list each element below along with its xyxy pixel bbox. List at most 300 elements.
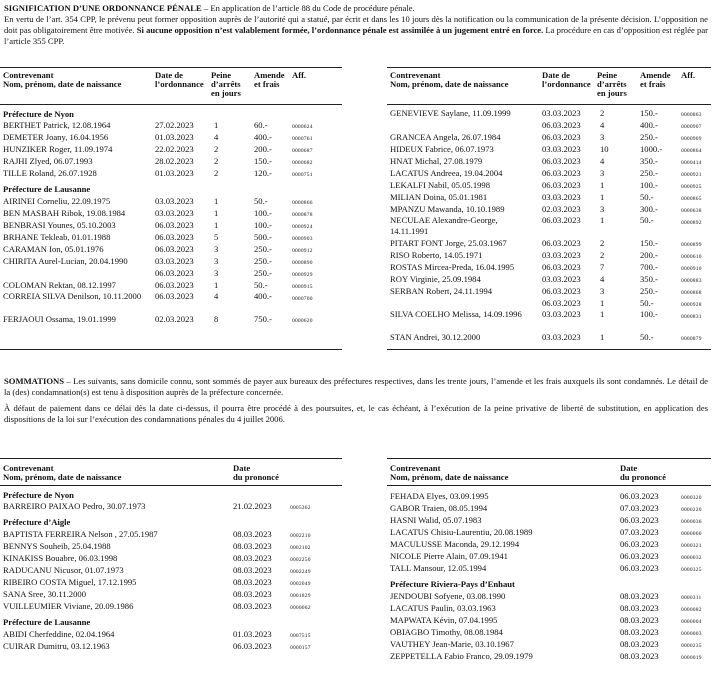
header-prononce: du prononcé <box>620 472 666 482</box>
prononce-date: 06.03.2023 <box>620 515 659 525</box>
peine-jours: 7 <box>600 262 605 272</box>
ordonnance-date: 06.03.2023 <box>542 180 581 190</box>
prononce-date: 08.03.2023 <box>233 553 272 563</box>
header-frais: et frais <box>640 79 666 89</box>
contrevenant-name: RADUCANU Nicusor, 01.07.1973 <box>3 565 124 575</box>
table-row <box>0 600 342 612</box>
aff-number: 0000899 <box>681 242 702 248</box>
ordonnance-lead: – En application de l’article 88 du Code de procédure pénale. <box>201 3 415 13</box>
contrevenant-name: GABOR Traien, 08.05.1994 <box>390 503 488 513</box>
contrevenant-name: PITART FONT Jorge, 25.03.1967 <box>390 238 507 248</box>
contrevenant-name: CARAMAN Ion, 05.01.1976 <box>3 244 104 254</box>
contrevenant-name: ROSTAS Mircea-Preda, 16.04.1995 <box>390 262 515 272</box>
table-row <box>0 500 342 512</box>
table-row <box>387 526 711 538</box>
header-date: Date <box>233 463 251 473</box>
aff-number: 0000624 <box>292 124 313 130</box>
sommations-body1: – Les suivants, sans domicile connu, sont sommés de payer aux bureaux des préfectures respectives, dans les trente jours, l’amende et les frais auxquels ils sont condamnés. Le détail de la (des) condamnation(s) est tenu à disposition auprès de la préfecture concernée. <box>4 376 708 397</box>
aff-number: 0000883 <box>681 278 702 284</box>
header-contrevenant: Contrevenant <box>3 70 54 80</box>
contrevenant-name: GRANCEA Angela, 26.07.1984 <box>390 132 501 142</box>
table-row <box>387 626 711 638</box>
amende: 100.- <box>254 220 272 230</box>
ordonnance-date: 06.03.2023 <box>542 238 581 248</box>
amende: 350.- <box>640 274 658 284</box>
peine-jours: 5 <box>214 232 219 242</box>
peine-jours: 1 <box>214 196 219 206</box>
aff-number: 0000414 <box>681 160 702 166</box>
aff-number: 0000032 <box>681 555 702 561</box>
amende: 250.- <box>254 256 272 266</box>
table-row <box>0 576 342 588</box>
header-aff: Aff. <box>292 70 307 80</box>
table-row <box>387 285 711 297</box>
ordonnance-date: 06.03.2023 <box>155 268 194 278</box>
ordonnance-date: 06.03.2023 <box>542 120 581 130</box>
ordonnance-date: 03.03.2023 <box>542 250 581 260</box>
prononce-date: 08.03.2023 <box>620 615 659 625</box>
ordonnance-date: 06.03.2023 <box>542 156 581 166</box>
peine-jours: 2 <box>600 250 605 260</box>
sommations-body2-wrap <box>4 403 708 425</box>
sommations-title: SOMMATIONS <box>4 376 65 386</box>
table-row <box>387 107 711 119</box>
aff-number: 0000019 <box>681 655 702 661</box>
peine-jours: 4 <box>600 120 605 130</box>
table-row <box>0 219 342 231</box>
table-row <box>0 131 342 143</box>
peine-jours: 4 <box>214 132 219 142</box>
contrevenant-name: MILIAN Doina, 05.01.1981 <box>390 192 488 202</box>
sommations-table-right <box>387 458 711 691</box>
table-row <box>387 638 711 650</box>
header-prononce: du prononcé <box>233 472 279 482</box>
contrevenant-name: LACATUS Paulin, 03.03.1963 <box>390 603 496 613</box>
header-date: Date de <box>542 70 570 80</box>
prononce-date: 08.03.2023 <box>620 651 659 661</box>
prononce-date: 08.03.2023 <box>233 601 272 611</box>
table-row <box>0 195 342 207</box>
amende: 700.- <box>640 262 658 272</box>
ordonnance-date: 06.03.2023 <box>542 168 581 178</box>
amende: 100.- <box>254 208 272 218</box>
contrevenant-name: BERTHET Patrick, 12.08.1964 <box>3 120 111 130</box>
table-row <box>0 540 342 552</box>
prononce-date: 06.03.2023 <box>620 551 659 561</box>
peine-jours: 3 <box>214 256 219 266</box>
amende: 50.- <box>640 192 654 202</box>
ordonnance-date: 03.03.2023 <box>542 274 581 284</box>
aff-number: 0000004 <box>681 619 702 625</box>
aff-number: 0000878 <box>292 212 313 218</box>
contrevenant-name: CHIRITA Aurel-Lucian, 20.04.1990 <box>3 256 128 266</box>
contrevenant-name: SANA Sree, 30.11.2000 <box>3 589 86 599</box>
amende: 200.- <box>254 144 272 154</box>
contrevenant-name: HUNZIKER Roger, 11.09.1974 <box>3 144 113 154</box>
aff-number: 0000879 <box>681 336 702 342</box>
aff-number: 0000929 <box>292 272 313 278</box>
contrevenant-name: VUILLEUMIER Viviane, 20.09.1986 <box>3 601 134 611</box>
aff-number: 0000924 <box>292 224 313 230</box>
ordonnance-date: 03.03.2023 <box>155 196 194 206</box>
contrevenant-name: AIRINEI Corneliu, 22.09.1975 <box>3 196 111 206</box>
aff-number: 0001829 <box>290 593 311 599</box>
aff-number: 0002102 <box>290 545 311 551</box>
header-ordonnance: l’ordonnance <box>155 79 204 89</box>
aff-number: 0000903 <box>292 236 313 242</box>
header-date: Date <box>620 463 638 473</box>
contrevenant-name: HNAT Michal, 27.08.1979 <box>390 156 483 166</box>
contrevenant-name: BENBRASI Younes, 05.10.2003 <box>3 220 116 230</box>
header-peine: Peine <box>597 70 618 80</box>
table-row <box>387 602 711 614</box>
ordonnance-date: 22.02.2023 <box>155 144 194 154</box>
table-row <box>387 143 711 155</box>
aff-number: 0000912 <box>292 248 313 254</box>
amende: 50.- <box>640 332 654 342</box>
header-nom: Nom, prénom, date de naissance <box>390 472 509 482</box>
amende: 100.- <box>640 309 658 319</box>
table-row <box>387 538 711 550</box>
table-row <box>0 313 342 325</box>
prononce-date: 08.03.2023 <box>233 541 272 551</box>
amende: 250.- <box>640 168 658 178</box>
table-row <box>387 215 711 237</box>
amende: 350.- <box>640 156 658 166</box>
aff-number: 0000921 <box>681 172 702 178</box>
contrevenant-name: JENDOUBI Sofyene, 03.08.1990 <box>390 591 506 601</box>
section-heading: Préfecture de Nyon <box>3 490 74 500</box>
amende: 50.- <box>254 196 268 206</box>
peine-jours: 3 <box>600 286 605 296</box>
ordonnance-date: 27.02.2023 <box>155 120 194 130</box>
header-contrevenant: Contrevenant <box>390 463 441 473</box>
prononce-date: 08.03.2023 <box>233 589 272 599</box>
table-row <box>0 207 342 219</box>
header-contrevenant: Contrevenant <box>3 463 54 473</box>
table-row <box>387 155 711 167</box>
contrevenant-name: SERBAN Robert, 24.11.1994 <box>390 286 493 296</box>
amende: 50.- <box>640 298 654 308</box>
amende: 400.- <box>254 291 272 301</box>
aff-number: 0002250 <box>290 557 311 563</box>
ordonnance-date: 03.03.2023 <box>155 208 194 218</box>
table-row <box>0 155 342 167</box>
ordonnance-date: 06.03.2023 <box>155 280 194 290</box>
contrevenant-name: BEN MASBAH Ribok, 19.08.1984 <box>3 208 126 218</box>
amende: 50.- <box>254 280 268 290</box>
prononce-date: 08.03.2023 <box>620 639 659 649</box>
header-nom: Nom, prénom, date de naissance <box>3 79 122 89</box>
peine-jours: 1 <box>600 192 605 202</box>
peine-jours: 1 <box>600 180 605 190</box>
peine-jours: 2 <box>214 156 219 166</box>
prononce-date: 07.03.2023 <box>620 503 659 513</box>
amende: 200.- <box>640 250 658 260</box>
aff-number: 0000320 <box>681 495 702 501</box>
table-row <box>387 203 711 215</box>
contrevenant-name: DEMETER Joany, 16.04.1956 <box>3 132 109 142</box>
contrevenant-name: LACATUS Andreea, 19.04.2004 <box>390 168 503 178</box>
aff-number: 0000062 <box>290 605 311 611</box>
aff-number: 0000638 <box>681 208 702 214</box>
table-row <box>387 261 711 273</box>
header-aff: Aff. <box>681 70 696 80</box>
amende: 300.- <box>640 204 658 214</box>
ordonnance-date: 28.02.2023 <box>155 156 194 166</box>
aff-number: 0000865 <box>681 196 702 202</box>
table-row <box>387 502 711 514</box>
ordonnance-body: En vertu de l’art. 354 CPP, le prévenu peut former opposition auprès de l’autorité qui a statué, par écrit et dans les 10 jours dès la notification ou la communication de la présente décision. L’opposition ne doit pas obligatoirement être motivée. <box>4 14 708 35</box>
amende: 250.- <box>640 286 658 296</box>
contrevenant-name: STAN Andrei, 30.12.2000 <box>390 332 481 342</box>
table-row <box>387 237 711 249</box>
section-heading: Préfecture Riviera-Pays d’Enhaut <box>390 579 515 589</box>
amende: 50.- <box>640 215 654 225</box>
contrevenant-name: LEKALFI Nabil, 05.05.1998 <box>390 180 491 190</box>
ordonnance-date: 06.03.2023 <box>542 262 581 272</box>
header-nom: Nom, prénom, date de naissance <box>390 79 509 89</box>
contrevenant-name: MACULUSSE Maconda, 29.12.1994 <box>390 539 520 549</box>
table-row <box>387 514 711 526</box>
ordonnance-date: 06.03.2023 <box>542 215 581 225</box>
header-ordonnance: l’ordonnance <box>542 79 591 89</box>
aff-number: 0000863 <box>681 112 702 118</box>
sommations-table-left <box>0 458 342 691</box>
peine-jours: 1 <box>600 309 605 319</box>
header-jours: en jours <box>211 88 241 98</box>
section-heading: Préfecture de Lausanne <box>3 184 91 194</box>
aff-number: 0000682 <box>292 160 313 166</box>
header-arrets: d’arrêts <box>597 79 627 89</box>
header-date: Date de <box>155 70 183 80</box>
table-row <box>387 273 711 285</box>
peine-jours: 10 <box>600 144 609 154</box>
section-heading: Préfecture de Nyon <box>3 109 74 119</box>
header-arrets: d’arrêts <box>211 79 241 89</box>
table-row <box>0 291 342 313</box>
prononce-date: 21.02.2023 <box>233 501 272 511</box>
prononce-date: 08.03.2023 <box>620 627 659 637</box>
ordonnance-date: 01.03.2023 <box>155 132 194 142</box>
amende: 120.- <box>254 168 272 178</box>
header-jours: en jours <box>597 88 627 98</box>
table-row <box>0 628 342 640</box>
aff-number: 0000761 <box>292 136 313 142</box>
amende: 150.- <box>254 156 272 166</box>
table-row <box>387 550 711 562</box>
ordonnance-date: 06.03.2023 <box>542 286 581 296</box>
amende: 100.- <box>640 180 658 190</box>
contrevenant-name: VAUTHEY Jean-Marie, 03.10.1967 <box>390 639 514 649</box>
aff-number: 0000866 <box>292 200 313 206</box>
table-header <box>0 68 342 105</box>
ordonnance-date: 03.03.2023 <box>542 309 581 319</box>
aff-number: 0000325 <box>681 567 702 573</box>
table-row <box>387 331 711 343</box>
aff-number: 0002210 <box>290 533 311 539</box>
aff-number: 0000910 <box>681 266 702 272</box>
peine-jours: 3 <box>214 268 219 278</box>
ordonnance-table-left <box>0 67 342 350</box>
aff-number: 0000082 <box>681 607 702 613</box>
aff-number: 0000751 <box>292 172 313 178</box>
contrevenant-name: TILLE Roland, 26.07.1928 <box>3 168 97 178</box>
table-header <box>387 459 711 486</box>
prononce-date: 06.03.2023 <box>233 641 272 651</box>
contrevenant-name: ABIDI Cherfeddine, 02.04.1964 <box>3 629 115 639</box>
contrevenant-name: RISO Roberto, 14.05.1971 <box>390 250 483 260</box>
aff-number: 0000831 <box>681 314 702 320</box>
peine-jours: 2 <box>214 168 219 178</box>
peine-jours: 1 <box>214 208 219 218</box>
prononce-date: 08.03.2023 <box>233 565 272 575</box>
prononce-date: 06.03.2023 <box>620 563 659 573</box>
ordonnance-intro <box>4 3 708 47</box>
contrevenant-name: COLOMAN Rektan, 08.12.1997 <box>3 280 116 290</box>
peine-jours: 1 <box>600 332 605 342</box>
table-row <box>387 191 711 203</box>
table-row <box>0 143 342 155</box>
ordonnance-date: 03.03.2023 <box>542 108 581 118</box>
ordonnance-date: 03.03.2023 <box>542 144 581 154</box>
contrevenant-name: BARREIRO PAIXAO Pedro, 30.07.1973 <box>3 501 146 511</box>
table-row <box>0 588 342 600</box>
table-row <box>0 119 342 131</box>
aff-number: 0000311 <box>681 595 702 601</box>
aff-number: 0000235 <box>681 643 702 649</box>
amende: 750.- <box>254 314 272 324</box>
contrevenant-name: MAPWATA Kévin, 07.04.1995 <box>390 615 498 625</box>
aff-number: 0005362 <box>290 505 311 511</box>
table-row <box>387 119 711 131</box>
sommations-body2: À défaut de paiement dans ce délai dès la date ci-dessus, il pourra être procédé à des poursuites, et, le cas échéant, à l’exécution de la peine privative de liberté de substitution, en application des dispositions de la loi sur l’exécution des condamnations pénales du 4 juillet 2006. <box>4 403 708 424</box>
header-nom: Nom, prénom, date de naissance <box>3 472 122 482</box>
peine-jours: 4 <box>600 274 605 284</box>
ordonnance-title: SIGNIFICATION D’UNE ORDONNANCE PÉNALE <box>4 3 202 13</box>
table-row <box>387 562 711 574</box>
prononce-date: 06.03.2023 <box>620 539 659 549</box>
table-row <box>387 249 711 261</box>
aff-number: 0002049 <box>290 581 311 587</box>
aff-number: 0000868 <box>681 290 702 296</box>
aff-number: 0000915 <box>292 284 313 290</box>
contrevenant-name: HIDEUX Fabrice, 06.07.1973 <box>390 144 494 154</box>
table-row <box>0 231 342 243</box>
table-row <box>0 279 342 291</box>
peine-jours: 1 <box>600 298 605 308</box>
ordonnance-date: 02.03.2023 <box>155 314 194 324</box>
table-row <box>387 131 711 143</box>
aff-number: 0000321 <box>681 543 702 549</box>
peine-jours: 3 <box>600 204 605 214</box>
contrevenant-name: KINAKISS Bouabre, 06.03.1998 <box>3 553 118 563</box>
table-row <box>0 564 342 576</box>
table-row <box>387 167 711 179</box>
prononce-date: 08.03.2023 <box>620 591 659 601</box>
contrevenant-name: MPANZU Mawanda, 10.10.1989 <box>390 204 505 214</box>
amende: 250.- <box>640 132 658 142</box>
peine-jours: 3 <box>600 132 605 142</box>
table-row <box>0 640 342 652</box>
peine-jours: 1 <box>214 120 219 130</box>
amende: 150.- <box>640 238 658 248</box>
aff-number: 0000700 <box>292 296 313 302</box>
table-row <box>387 590 711 602</box>
header-amende: Amende <box>640 70 671 80</box>
peine-jours: 1 <box>214 220 219 230</box>
ordonnance-date: 03.03.2023 <box>542 332 581 342</box>
amende: 250.- <box>254 268 272 278</box>
table-row <box>0 167 342 179</box>
aff-number: 0000892 <box>681 220 702 226</box>
contrevenant-name: RAJHI Zlyed, 06.07.1993 <box>3 156 93 166</box>
prononce-date: 01.03.2023 <box>233 629 272 639</box>
amende: 400.- <box>254 132 272 142</box>
table-row <box>387 650 711 662</box>
contrevenant-name: NICOLE Pierre Alain, 07.09.1941 <box>390 551 508 561</box>
aff-number: 0000925 <box>681 184 702 190</box>
table-row <box>387 490 711 502</box>
amende: 60.- <box>254 120 268 130</box>
contrevenant-name: FEHADA Elyes, 03.09.1995 <box>390 491 489 501</box>
aff-number: 0000220 <box>681 507 702 513</box>
table-row <box>387 614 711 626</box>
prononce-date: 07.03.2023 <box>620 527 659 537</box>
peine-jours: 3 <box>214 244 219 254</box>
contrevenant-name: ROY Virginie, 25.09.1984 <box>390 274 481 284</box>
contrevenant-name: SILVA COELHO Melissa, 14.09.1996 <box>390 309 522 319</box>
table-header <box>387 68 711 105</box>
amende: 150.- <box>640 108 658 118</box>
peine-jours: 3 <box>600 168 605 178</box>
ordonnance-date: 03.03.2023 <box>542 192 581 202</box>
aff-number: 0000036 <box>681 519 702 525</box>
aff-number: 0000620 <box>292 318 313 324</box>
contrevenant-name: CORREIA SILVA Denilson, 10.11.2000 <box>3 291 142 301</box>
amende: 400.- <box>640 120 658 130</box>
contrevenant-name: FERJAOUI Ossama, 19.01.1999 <box>3 314 116 324</box>
ordonnance-table-right <box>387 67 711 350</box>
contrevenant-name: LACATUS Chisiu-Laurentiu, 20.08.1989 <box>390 527 533 537</box>
peine-jours: 4 <box>214 291 219 301</box>
aff-number: 0000928 <box>681 302 702 308</box>
amende: 1000.- <box>640 144 663 154</box>
contrevenant-name: BAPTISTA FERREIRA Nelson , 27.05.1987 <box>3 529 158 539</box>
table-row <box>0 243 342 255</box>
peine-jours: 8 <box>214 314 219 324</box>
prononce-date: 06.03.2023 <box>620 491 659 501</box>
peine-jours: 4 <box>600 156 605 166</box>
header-amende: Amende <box>254 70 285 80</box>
table-row <box>0 552 342 564</box>
contrevenant-name: CUIRAR Dumitru, 03.12.1963 <box>3 641 110 651</box>
contrevenant-name: OBIAGBO Timothy, 08.08.1984 <box>390 627 503 637</box>
ordonnance-date: 06.03.2023 <box>542 298 581 308</box>
ordonnance-date: 01.03.2023 <box>155 168 194 178</box>
prononce-date: 08.03.2023 <box>620 603 659 613</box>
ordonnance-date: 06.03.2023 <box>542 132 581 142</box>
contrevenant-name: GENEVIEVE Saylane, 11.09.1999 <box>390 108 511 118</box>
table-row <box>387 179 711 191</box>
contrevenant-name: BRHANE Tekleab, 01.01.1988 <box>3 232 111 242</box>
peine-jours: 2 <box>214 144 219 154</box>
ordonnance-date: 06.03.2023 <box>155 291 194 301</box>
contrevenant-name: TALL Mansour, 12.05.1994 <box>390 563 487 573</box>
contrevenant-name: BENNYS Souheib, 25.04.1988 <box>3 541 111 551</box>
aff-number: 0000060 <box>681 531 702 537</box>
header-frais: et frais <box>254 79 280 89</box>
